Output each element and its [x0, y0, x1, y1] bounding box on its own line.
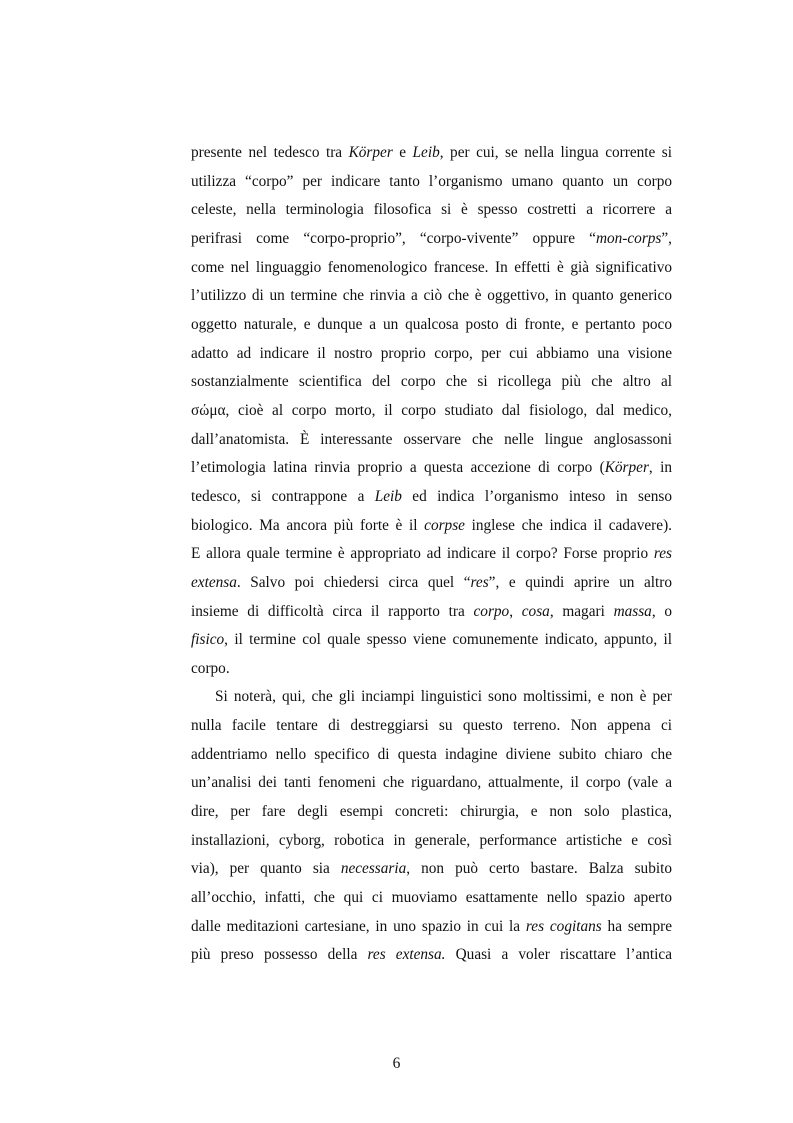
text-line [191, 626, 672, 655]
text-run: . Salvo poi chiedersi circa quel “ [236, 573, 471, 591]
text-run: , magari [549, 602, 614, 620]
text-run: addentriamo nello specifico di questa indagine diviene subito chiaro che [191, 745, 672, 763]
text-line [191, 168, 672, 197]
text-run: σώμα, cioè al corpo morto, il corpo studiato dal fisiologo, dal medico, [191, 401, 672, 419]
paragraph [191, 139, 672, 683]
italic-term: extensa [191, 573, 237, 591]
text-line [191, 397, 672, 426]
text-run: presente nel tedesco tra [191, 144, 349, 161]
text-run: l’utilizzo di un termine che rinvia a ciò che è oggettivo, in quanto generico [191, 287, 672, 305]
text-run: via), per quanto sia [191, 860, 341, 878]
page-number: 6 [392, 1055, 401, 1072]
text-run: ”, [661, 229, 672, 247]
text-line [191, 254, 672, 283]
text-line [191, 941, 672, 970]
text-line [191, 311, 672, 340]
text-run: dalle meditazioni cartesiane, in uno spazio in cui la [191, 917, 526, 935]
text-line [191, 368, 672, 397]
text-run: sostanzialmente scientifica del corpo che si ricollega più che altro al [191, 373, 672, 391]
text-run: inglese che indica il cadavere). [464, 516, 672, 534]
italic-term: Leib [374, 487, 402, 505]
text-run: un’analisi dei tanti fenomeni che riguardano, attualmente, il corpo (vale a [191, 774, 672, 792]
italic-term: res extensa. [367, 946, 446, 964]
text-line [191, 769, 672, 798]
text-line [191, 855, 672, 884]
text-run: ”, e quindi aprire un altro [488, 573, 672, 591]
italic-term: Körper [348, 144, 393, 161]
text-line [191, 426, 672, 455]
text-run: perifrasi come “corpo-proprio”, “corpo-vivente” oppure “ [191, 229, 596, 247]
italic-term: res [653, 545, 672, 563]
text-run: ed indica l’organismo inteso in senso [401, 487, 672, 505]
text-line [191, 913, 672, 942]
text-run: , [509, 602, 522, 620]
text-run: come nel linguaggio fenomenologico francese. In effetti è già significativo [191, 258, 672, 276]
text-line [191, 512, 672, 541]
text-run: all’occhio, infatti, che qui ci muoviamo esattamente nello spazio aperto [191, 889, 672, 907]
italic-term: fisico [191, 631, 225, 649]
text-run: tedesco, si contrappone a [191, 487, 375, 505]
italic-term: Körper [604, 459, 649, 477]
text-run: , o [651, 602, 673, 620]
text-run: , per cui, se nella lingua corrente si [439, 144, 672, 161]
text-run: Quasi a voler riscattare l’antica [445, 946, 672, 964]
text-line [191, 282, 672, 311]
text-line [191, 340, 672, 369]
text-line [191, 798, 672, 827]
text-line [191, 741, 672, 770]
italic-term: res [470, 573, 489, 591]
italic-term: mon-corps [595, 229, 662, 247]
text-line [191, 655, 672, 684]
text-line [191, 712, 672, 741]
text-run: celeste, nella terminologia filosofica si è spesso costretti a ricorrere a [191, 201, 672, 219]
text-run: utilizza “corpo” per indicare tanto l’organismo umano quanto un corpo [191, 172, 672, 190]
italic-term: cosa [521, 602, 550, 620]
text-line [191, 884, 672, 913]
text-line [191, 683, 672, 712]
text-line [191, 225, 672, 254]
text-line [191, 598, 672, 627]
text-run: dall’anatomista. È interessante osservare che nelle lingue anglosassoni [191, 430, 672, 448]
text-run: E allora quale termine è appropriato ad indicare il corpo? Forse proprio [191, 545, 654, 563]
text-line [191, 540, 672, 569]
text-run: , non può certo bastare. Balza subito [406, 860, 672, 878]
text-line [191, 139, 672, 168]
italic-term: Leib [412, 144, 440, 161]
text-line [191, 827, 672, 856]
italic-term: necessaria [340, 860, 407, 878]
text-line [191, 569, 672, 598]
text-run: adatto ad indicare il nostro proprio corpo, per cui abbiamo una visione [191, 344, 672, 362]
text-line [191, 196, 672, 225]
text-run: insieme di difficoltà circa il rapporto tra [191, 602, 474, 620]
text-run: nulla facile tentare di destreggiarsi su questo terreno. Non appena ci [191, 717, 672, 735]
italic-term: massa [613, 602, 652, 620]
page-body [191, 139, 672, 970]
paragraph [191, 683, 672, 970]
text-line [191, 454, 672, 483]
text-run: installazioni, cyborg, robotica in generale, performance artistiche e così [191, 831, 672, 849]
text-run: l’etimologia latina rinvia proprio a questa accezione di corpo ( [191, 459, 605, 477]
text-line [191, 483, 672, 512]
text-run: , in [648, 459, 672, 477]
text-run: dire, per fare degli esempi concreti: chirurgia, e non solo plastica, [191, 803, 672, 821]
text-run: , il termine col quale spesso viene comunemente indicato, appunto, il [224, 631, 672, 649]
italic-term: res cogitans [525, 917, 602, 935]
text-run: Si noterà, qui, che gli inciampi linguistici sono moltissimi, e non è per [215, 688, 672, 706]
text-run: più preso possesso della [191, 946, 368, 964]
text-run: e [392, 144, 413, 161]
text-run: biologico. Ma ancora più forte è il [191, 516, 425, 534]
text-run: oggetto naturale, e dunque a un qualcosa posto di fronte, e pertanto poco [191, 315, 672, 333]
italic-term: corpse [424, 516, 465, 534]
text-run: corpo. [191, 659, 230, 677]
text-run: ha sempre [601, 917, 672, 935]
italic-term: corpo [473, 602, 510, 620]
